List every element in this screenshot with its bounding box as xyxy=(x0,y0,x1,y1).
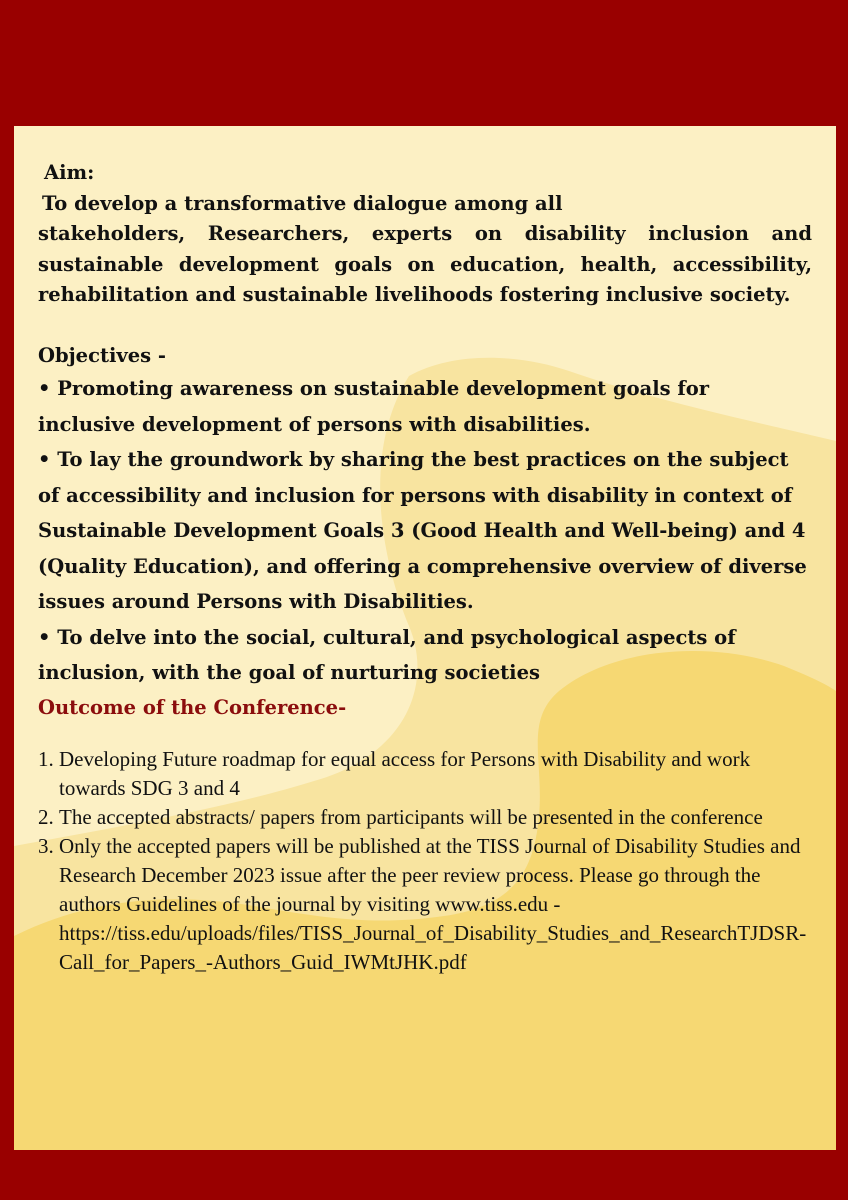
aim-first-line: To develop a transformative dialogue among all xyxy=(42,191,563,215)
outcome-text: Developing Future roadmap for equal access for Persons with Disability and work towards SDG 3 and 4 xyxy=(59,746,751,800)
outcome-list xyxy=(38,745,812,977)
outcome-text: Only the accepted papers will be published at the TISS Journal of Disability Studies and Research December 2023 issue after the peer review process. Please go through the authors Guidelines of the journal by visiting www.tiss.edu - xyxy=(59,833,801,916)
list-number: 2. xyxy=(38,804,54,829)
outcome-text: The accepted abstracts/ papers from participants will be presented in the conference xyxy=(59,804,763,829)
objective-item-1: • Promoting awareness on sustainable development goals for inclusive development of persons with disabilities. xyxy=(38,377,710,436)
outcome-heading: Outcome of the Conference- xyxy=(38,695,347,719)
objective-item-2: • To lay the groundwork by sharing the best practices on the subject of accessibility and inclusion for persons with disability in context of Sustainable Development Goals 3 (Good Health and Well-being) and 4 (Quality Education), and offering a comprehensive overview of diverse issues around Persons with Disabilities. xyxy=(38,448,807,613)
aim-heading: Aim: xyxy=(44,161,95,184)
objectives-heading: Objectives - xyxy=(38,343,166,367)
content-panel xyxy=(14,126,836,1150)
outcome-item-3 xyxy=(38,832,812,977)
outcome-item-2 xyxy=(38,803,812,832)
objective-item-3: • To delve into the social, cultural, and psychological aspects of inclusion, with the goal of nurturing societies xyxy=(38,625,736,684)
outcome-item-1 xyxy=(38,745,812,803)
list-number: 1. xyxy=(38,746,54,771)
list-number: 3. xyxy=(38,833,54,858)
spacer xyxy=(38,311,812,341)
guidelines-link[interactable]: https://tiss.edu/uploads/files/TISS_Journal_of_Disability_Studies_and_ResearchTJDSR-Call_for_Papers_-Authors_Guid_IWMtJHK.pdf xyxy=(59,920,807,974)
aim-text: stakeholders, Researchers, experts on disability inclusion and sustainable development goals on education, health, accessibility, rehabilitation and sustainable livelihoods fostering inclusive society. xyxy=(38,222,812,306)
document-body xyxy=(38,158,812,977)
